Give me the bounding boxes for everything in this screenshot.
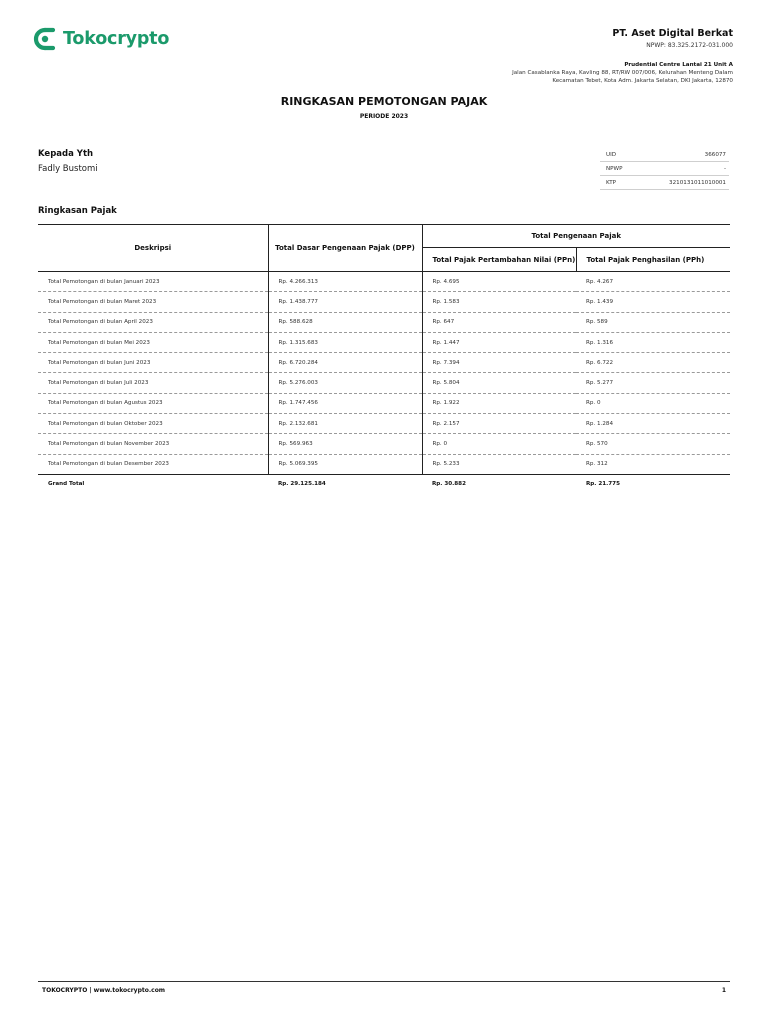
logo-wordmark: Tokocrypto xyxy=(63,29,170,49)
row-description: Total Pemotongan di bulan Juli 2023 xyxy=(38,373,268,393)
recipient-name: Fadly Bustomi xyxy=(38,164,98,174)
id-value: - xyxy=(637,162,729,176)
header-description: Deskripsi xyxy=(38,225,268,272)
grand-total-dpp: Rp. 29.125.184 xyxy=(278,480,326,487)
row-ppn: Rp. 2.157 xyxy=(422,414,576,434)
tax-summary-table xyxy=(38,224,730,492)
grand-total-ppn: Rp. 30.882 xyxy=(432,480,466,487)
row-description: Total Pemotongan di bulan April 2023 xyxy=(38,312,268,332)
row-dpp: Rp. 5.069.395 xyxy=(268,454,422,474)
company-address-title: Prudential Centre Lantai 21 Unit A xyxy=(624,62,733,68)
row-dpp: Rp. 2.132.681 xyxy=(268,414,422,434)
row-dpp: Rp. 4.266.313 xyxy=(268,272,422,292)
row-pph: Rp. 1.439 xyxy=(576,292,730,312)
row-pph: Rp. 6.722 xyxy=(576,353,730,373)
row-ppn: Rp. 7.394 xyxy=(422,353,576,373)
row-description: Total Pemotongan di bulan Juni 2023 xyxy=(38,353,268,373)
table-row xyxy=(38,312,730,332)
row-pph: Rp. 4.267 xyxy=(576,272,730,292)
company-info xyxy=(512,28,733,84)
row-description: Total Pemotongan di bulan Oktober 2023 xyxy=(38,414,268,434)
id-row xyxy=(600,148,729,162)
row-pph: Rp. 570 xyxy=(576,434,730,454)
row-description: Total Pemotongan di bulan Mei 2023 xyxy=(38,332,268,352)
recipient-id-table xyxy=(600,148,729,190)
grand-total-pph: Rp. 21.775 xyxy=(586,480,620,487)
id-label: KTP xyxy=(600,176,637,190)
table-row xyxy=(38,272,730,292)
document-period: PERIODE 2023 xyxy=(359,113,409,120)
row-pph: Rp. 1.316 xyxy=(576,332,730,352)
header-pph: Total Pajak Penghasilan (PPh) xyxy=(576,248,730,272)
tokocrypto-logo-icon xyxy=(33,27,59,51)
id-value: 366077 xyxy=(637,148,729,162)
company-address-line: Jalan Casablanka Raya, Kavling 88, RT/RW 007/006, Kelurahan Menteng Dalam xyxy=(512,70,733,76)
row-ppn: Rp. 1.583 xyxy=(422,292,576,312)
row-dpp: Rp. 5.276.003 xyxy=(268,373,422,393)
page-number: 1 xyxy=(721,987,726,994)
table-row xyxy=(38,332,730,352)
row-dpp: Rp. 588.628 xyxy=(268,312,422,332)
row-description: Total Pemotongan di bulan Agustus 2023 xyxy=(38,393,268,413)
row-pph: Rp. 312 xyxy=(576,454,730,474)
footer-site: TOKOCRYPTO | www.tokocrypto.com xyxy=(42,987,166,994)
footer-divider xyxy=(38,981,730,982)
row-ppn: Rp. 4.695 xyxy=(422,272,576,292)
header-ppn: Total Pajak Pertambahan Nilai (PPn) xyxy=(422,248,576,272)
id-label: UID xyxy=(600,148,637,162)
row-pph: Rp. 589 xyxy=(576,312,730,332)
company-name: PT. Aset Digital Berkat xyxy=(612,28,733,39)
grand-total-row xyxy=(38,474,730,492)
row-description: Total Pemotongan di bulan Januari 2023 xyxy=(38,272,268,292)
header-tax-group: Total Pengenaan Pajak xyxy=(422,225,730,248)
table-row xyxy=(38,454,730,474)
row-pph: Rp. 5.277 xyxy=(576,373,730,393)
company-address-line: Kecamatan Tebet, Kota Adm. Jakarta Selatan, DKI Jakarta, 12870 xyxy=(552,78,733,84)
row-dpp: Rp. 1.438.777 xyxy=(268,292,422,312)
grand-total-label: Grand Total xyxy=(48,480,85,487)
table-row xyxy=(38,292,730,312)
row-ppn: Rp. 5.804 xyxy=(422,373,576,393)
row-ppn: Rp. 5.233 xyxy=(422,454,576,474)
company-npwp: NPWP: 83.325.2172-031.000 xyxy=(646,42,733,49)
row-dpp: Rp. 1.747.456 xyxy=(268,393,422,413)
row-description: Total Pemotongan di bulan Desember 2023 xyxy=(38,454,268,474)
table-row xyxy=(38,353,730,373)
row-description: Total Pemotongan di bulan Maret 2023 xyxy=(38,292,268,312)
id-value: 3210131011010001 xyxy=(637,176,729,190)
row-dpp: Rp. 569.963 xyxy=(268,434,422,454)
header-dpp: Total Dasar Pengenaan Pajak (DPP) xyxy=(268,225,422,272)
row-ppn: Rp. 647 xyxy=(422,312,576,332)
row-ppn: Rp. 0 xyxy=(422,434,576,454)
row-pph: Rp. 0 xyxy=(576,393,730,413)
table-header-row xyxy=(38,225,730,248)
document-title: RINGKASAN PEMOTONGAN PAJAK xyxy=(280,95,488,108)
row-dpp: Rp. 6.720.284 xyxy=(268,353,422,373)
id-row xyxy=(600,162,729,176)
table-row xyxy=(38,414,730,434)
id-row xyxy=(600,176,729,190)
section-title: Ringkasan Pajak xyxy=(38,206,117,216)
tokocrypto-logo xyxy=(33,27,169,51)
row-dpp: Rp. 1.315.683 xyxy=(268,332,422,352)
recipient-label: Kepada Yth xyxy=(38,149,94,159)
row-description: Total Pemotongan di bulan November 2023 xyxy=(38,434,268,454)
row-ppn: Rp. 1.447 xyxy=(422,332,576,352)
id-label: NPWP xyxy=(600,162,637,176)
table-row xyxy=(38,393,730,413)
row-pph: Rp. 1.284 xyxy=(576,414,730,434)
row-ppn: Rp. 1.922 xyxy=(422,393,576,413)
table-row xyxy=(38,373,730,393)
table-row xyxy=(38,434,730,454)
